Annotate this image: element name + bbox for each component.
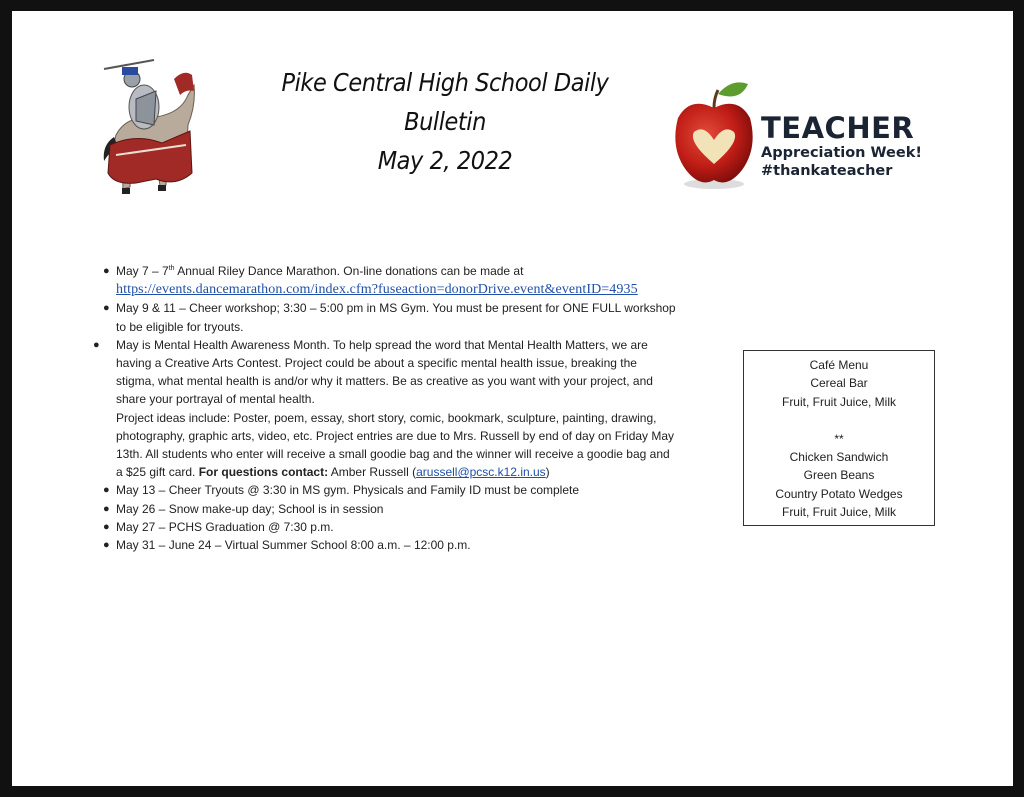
menu-title: Café Menu bbox=[809, 358, 869, 372]
knight-mascot-image bbox=[96, 55, 200, 205]
contact-email-link[interactable]: arussell@pcsc.k12.in.us bbox=[416, 465, 546, 480]
list-item: ● May 9 & 11 – Cheer workshop; 3:30 – 5:00 pm in MS Gym. You must be present for ONE FULL workshop to be eligible for tryouts. bbox=[103, 301, 676, 334]
menu-separator: ** bbox=[834, 431, 844, 446]
menu-spacer bbox=[744, 411, 934, 429]
bullet-icon: ● bbox=[103, 484, 110, 497]
dance-marathon-link[interactable]: https://events.dancemarathon.com/index.cfm?fuseaction=donorDrive.event&eventID=4935 bbox=[116, 282, 638, 298]
hashtag-text: #thankateacher bbox=[761, 163, 893, 179]
page-title: Pike Central High School Daily Bulletin bbox=[281, 68, 609, 136]
teacher-heading: TEACHER bbox=[761, 111, 915, 145]
bullet-icon: ● bbox=[93, 338, 100, 351]
list-item: ● May 13 – Cheer Tryouts @ 3:30 in MS gym. Physicals and Family ID must be complete bbox=[116, 481, 716, 499]
announcement-list bbox=[93, 262, 716, 554]
list-item: ● May is Mental Health Awareness Month. To help spread the word that Mental Health Matters, we are having a Creative Arts Contest. Project could be about a specific mental health issue, breaking the stigma, what mental health is and/or why it matters. Be as creative as you want with your project, and share your portrayal of mental health. Project ideas include: Poster, poem, essay, short story, comic, bookmark, sculpture, painting, drawing, photography, graphic arts, video, etc. Project entries are due to Mrs. Russell by end of day on Friday May 13th. All students who enter will receive a small goodie bag and the winner will receive a goodie bag and a $25 gift card. For questions contact: Amber Russell (arussell@pcsc.k12.in.us) bbox=[93, 337, 675, 480]
bullet-icon: ● bbox=[103, 520, 110, 533]
bulletin-title bbox=[240, 63, 650, 180]
contact-label: For questions contact: bbox=[198, 465, 329, 480]
menu-item: Fruit, Fruit Juice, Milk bbox=[781, 394, 896, 409]
menu-item: Country Potato Wedges bbox=[775, 486, 903, 501]
menu-item: Green Beans bbox=[803, 468, 875, 483]
apple-heart-icon bbox=[670, 78, 758, 194]
list-item: ● May 31 – June 24 – Virtual Summer School 8:00 a.m. – 12:00 p.m. bbox=[116, 536, 716, 554]
list-item: ● May 26 – Snow make-up day; School is in session bbox=[116, 500, 716, 518]
list-item: ● May 7 – 7th Annual Riley Dance Marathon. On-line donations can be made at https://events.dancemarathon.com/index.cfm?fuseaction=donorDrive.event&eventID=4935 bbox=[103, 264, 638, 298]
bullet-icon: ● bbox=[103, 265, 110, 277]
menu-item: Fruit, Fruit Juice, Milk bbox=[781, 505, 896, 520]
cafe-menu-box bbox=[743, 350, 935, 526]
bullet-icon: ● bbox=[103, 502, 110, 515]
appreciation-week-text: Appreciation Week! bbox=[761, 145, 922, 161]
menu-item: Chicken Sandwich bbox=[789, 450, 889, 465]
list-item: ● May 27 – PCHS Graduation @ 7:30 p.m. bbox=[116, 518, 716, 536]
teacher-appreciation-graphic bbox=[761, 112, 922, 180]
bulletin-date: May 2, 2022 bbox=[377, 146, 513, 175]
bullet-icon: ● bbox=[103, 302, 110, 315]
menu-item: Cereal Bar bbox=[810, 376, 868, 391]
bullet-icon: ● bbox=[103, 539, 110, 552]
